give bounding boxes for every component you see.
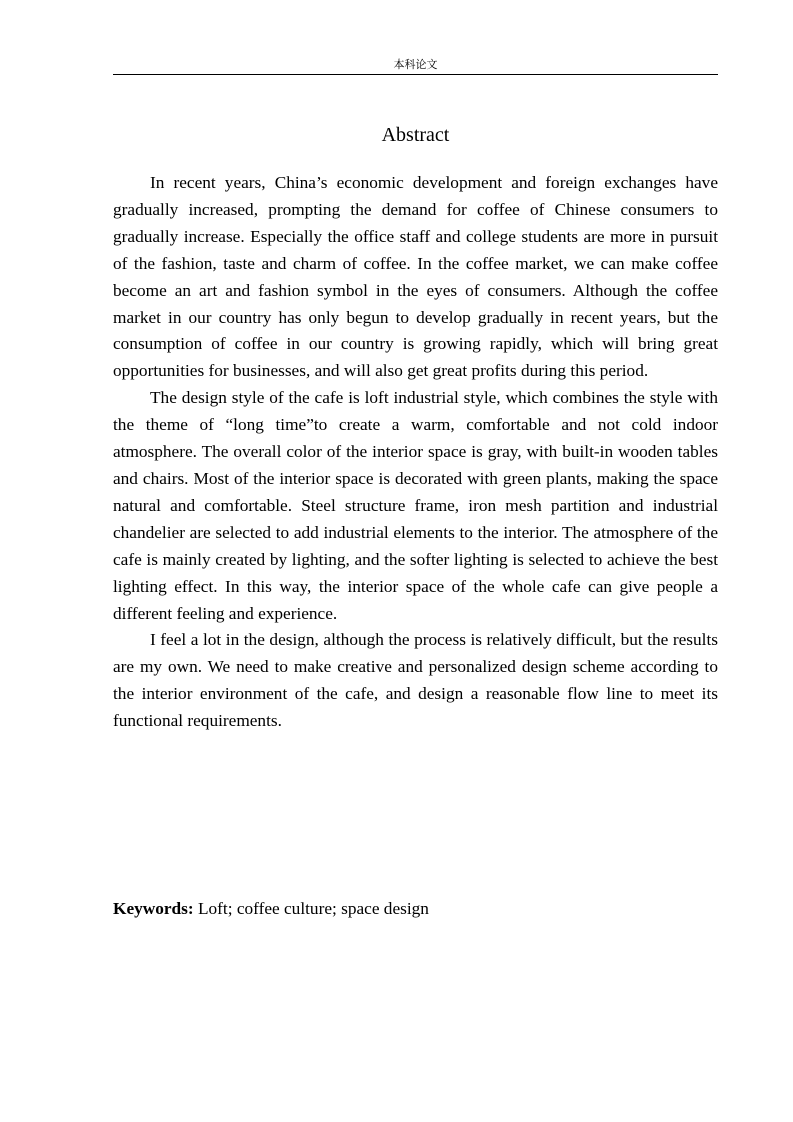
page-header <box>113 55 718 75</box>
keywords-value: Loft; coffee culture; space design <box>197 899 429 918</box>
paragraph-2: The design style of the cafe is loft industrial style, which combines the style with the theme of “long time”to create a warm, comfortable and not cold indoor atmosphere. The overall color of the interior space is gray, with built-in wooden tables and chairs. Most of the interior space is decorated with green plants, making the space natural and comfortable. Steel structure frame, iron mesh partition and industrial chandelier are selected to add industrial elements to the interior. The atmosphere of the cafe is mainly created by lighting, and the softer lighting is selected to achieve the best lighting effect. In this way, the interior space of the whole cafe can give people a different feeling and experience. <box>113 388 718 623</box>
keywords-line <box>113 896 718 922</box>
abstract-title: Abstract <box>381 124 450 146</box>
keywords-label: Keywords: <box>113 899 194 918</box>
paragraph-1: In recent years, China’s economic development and foreign exchanges have gradually increased, prompting the demand for coffee of Chinese consumers to gradually increase. Especially the office staff and college students are more in pursuit of the fashion, taste and charm of coffee. In the coffee market, we can make coffee become an art and fashion symbol in the eyes of consumers. Although the coffee market in our country has only begun to develop gradually in recent years, but the consumption of coffee in our country is growing rapidly, which will bring great opportunities for businesses, and will also get great profits during this period. <box>113 173 718 381</box>
header-text: 本科论文 <box>393 58 438 71</box>
paragraph-3: I feel a lot in the design, although the process is relatively difficult, but the results are my own. We need to make creative and personalized design scheme according to the interior environment of the cafe, and design a reasonable flow line to meet its functional requirements. <box>113 630 718 731</box>
abstract-body <box>113 170 718 735</box>
